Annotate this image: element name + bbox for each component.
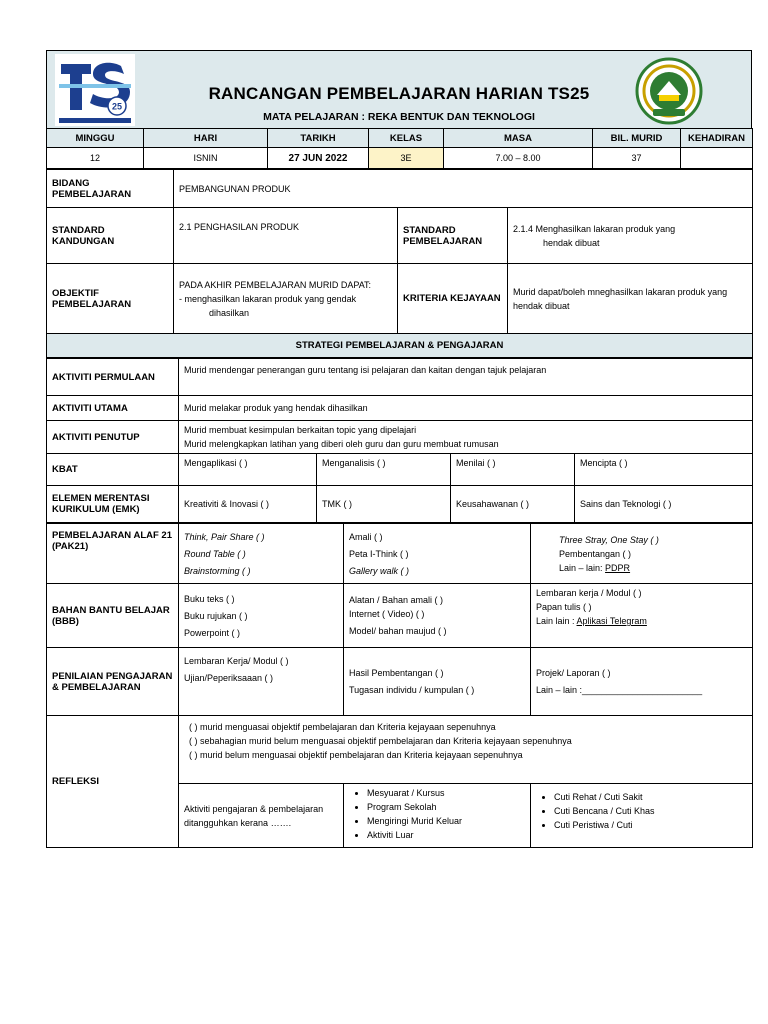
header-tarikh: TARIKH xyxy=(268,129,369,148)
pak21-gallery-walk: Gallery walk ( ) xyxy=(349,565,410,576)
standard-pembelajaran-value xyxy=(508,208,753,264)
aktiviti-permulaan-label: AKTIVITI PERMULAAN xyxy=(47,359,179,396)
value-bil-murid: 37 xyxy=(593,148,681,169)
lesson-plan-sheet xyxy=(46,50,752,848)
refleksi-label: REFLEKSI xyxy=(47,716,179,848)
bbb-papan-tulis: Papan tulis ( ) xyxy=(536,602,592,612)
pak21-pdpr-link[interactable]: PDPR xyxy=(605,562,631,573)
bbb-lain-lain-prefix: Lain lain : xyxy=(536,616,577,626)
standard-pembelajaran-label: STANDARD PEMBELAJARAN xyxy=(398,208,508,264)
refleksi-line-2: ( ) sebahagian murid belum menguasai objektif pembelajaran dan Kriteria kejayaan sepenuhnya xyxy=(189,736,572,746)
pak21-col3 xyxy=(531,524,753,584)
objektif-label: OBJEKTIF PEMBELAJARAN xyxy=(47,264,174,334)
penilaian-hasil-pembentangan: Hasil Pembentangan ( ) xyxy=(349,668,444,678)
aktiviti-penutup-value xyxy=(179,421,753,454)
refleksi-bullets-1 xyxy=(344,784,531,848)
bbb-row xyxy=(47,584,753,648)
pak21-pembentangan: Pembentangan ( ) xyxy=(559,548,632,559)
bbb-col1 xyxy=(179,584,344,648)
header-kehadiran: KEHADIRAN xyxy=(681,129,753,148)
aktiviti-utama-label: AKTIVITI UTAMA xyxy=(47,396,179,421)
kbat-label: KBAT xyxy=(47,454,179,486)
aktiviti-penutup-label: AKTIVITI PENUTUP xyxy=(47,421,179,454)
aktiviti-permulaan-row xyxy=(47,359,753,396)
bidang-row xyxy=(47,170,753,208)
refleksi-lines xyxy=(179,716,753,784)
penilaian-lembaran-kerja: Lembaran Kerja/ Modul ( ) xyxy=(184,656,289,666)
penilaian-col3 xyxy=(531,648,753,716)
penilaian-col2 xyxy=(344,648,531,716)
value-hari: ISNIN xyxy=(144,148,268,169)
pak21-three-stray: Three Stray, One Stay ( ) xyxy=(559,534,659,545)
kriteria-label: KRITERIA KEJAYAAN xyxy=(398,264,508,334)
value-kelas: 3E xyxy=(369,148,444,169)
emk-keusahawanan: Keusahawanan ( ) xyxy=(451,486,575,523)
bullet-mesyuarat: • Mesyuarat / Kursus xyxy=(367,786,525,800)
bullet-aktiviti-luar: • Aktiviti Luar xyxy=(367,828,525,842)
refleksi-line-1: ( ) murid menguasai objektif pembelajaran dan Kriteria kejayaan sepenuhnya xyxy=(189,722,496,732)
objective-table xyxy=(46,169,753,358)
kbat-menganalisis: Menganalisis ( ) xyxy=(317,454,451,486)
bullet-cuti-bencana: • Cuti Bencana / Cuti Khas xyxy=(554,804,747,818)
pak21-col2 xyxy=(344,524,531,584)
standard-pembelajaran-line2: hendak dibuat xyxy=(543,237,600,248)
bbb-col3 xyxy=(531,584,753,648)
value-masa: 7.00 – 8.00 xyxy=(444,148,593,169)
aktiviti-penutup-row xyxy=(47,421,753,454)
standard-kandungan-value: 2.1 PENGHASILAN PRODUK xyxy=(174,208,398,264)
header-kelas: KELAS xyxy=(369,129,444,148)
penilaian-label: PENILAIAN PENGAJARAN & PEMBELAJARAN xyxy=(47,648,179,716)
bbb-model: Model/ bahan maujud ( ) xyxy=(349,626,447,636)
emk-label: ELEMEN MERENTASI KURIKULUM (EMK) xyxy=(47,486,179,523)
aktiviti-penutup-line2: Murid melengkapkan latihan yang diberi oleh guru dan guru membuat rumusan xyxy=(184,439,499,449)
aktiviti-utama-value: Murid melakar produk yang hendak dihasilkan xyxy=(179,396,753,421)
penilaian-col1 xyxy=(179,648,344,716)
pak21-col1 xyxy=(179,524,344,584)
objektif-value xyxy=(174,264,398,334)
standard-row xyxy=(47,208,753,264)
header-minggu: MINGGU xyxy=(47,129,144,148)
pak21-lain-lain xyxy=(559,561,747,575)
aktiviti-permulaan-value: Murid mendengar penerangan guru tentang isi pelajaran dan kaitan dengan tajuk pelajaran xyxy=(179,359,753,396)
bbb-lembaran-kerja: Lembaran kerja / Modul ( ) xyxy=(536,588,642,598)
header-bil-murid: BIL. MURID xyxy=(593,129,681,148)
penilaian-lain-lain: Lain – lain :________________________ xyxy=(536,685,703,695)
objektif-line1: PADA AKHIR PEMBELAJARAN MURID DAPAT: xyxy=(179,279,372,290)
pak21-label: PEMBELAJARAN ALAF 21 (PAK21) xyxy=(47,524,179,584)
emk-tmk: TMK ( ) xyxy=(317,486,451,523)
strategi-heading: STRATEGI PEMBELAJARAN & PENGAJARAN xyxy=(47,334,753,358)
header-hari: HARI xyxy=(144,129,268,148)
bullet-cuti-rehat: • Cuti Rehat / Cuti Sakit xyxy=(554,790,747,804)
bidang-value: PEMBANGUNAN PRODUK xyxy=(174,170,753,208)
bbb-telegram-link[interactable]: Aplikasi Telegram xyxy=(576,616,647,626)
refleksi-lines-row xyxy=(47,716,753,784)
document-title: RANCANGAN PEMBELAJARAN HARIAN TS25 xyxy=(208,84,590,103)
activity-table xyxy=(46,358,753,523)
bbb-lain-lain xyxy=(536,614,747,628)
penilaian-row xyxy=(47,648,753,716)
kbat-mencipta: Mencipta ( ) xyxy=(575,454,753,486)
standard-kandungan-label: STANDARD KANDUNGAN xyxy=(47,208,174,264)
emk-sains: Sains dan Teknologi ( ) xyxy=(575,486,753,523)
aktiviti-utama-row xyxy=(47,396,753,421)
bbb-buku-teks: Buku teks ( ) xyxy=(184,593,235,604)
objektif-line3: dihasilkan xyxy=(209,307,250,318)
bullet-cuti-peristiwa: • Cuti Peristiwa / Cuti xyxy=(554,818,747,832)
refleksi-ditangguh: Aktiviti pengajaran & pembelajaran ditangguhkan kerana ……. xyxy=(179,784,344,848)
subject-subtitle: MATA PELAJARAN : REKA BENTUK DAN TEKNOLOGI xyxy=(263,111,535,123)
penilaian-ujian: Ujian/Peperiksaaan ( ) xyxy=(184,673,274,683)
bbb-buku-rujukan: Buku rujukan ( ) xyxy=(184,610,248,621)
pak21-amali: Amali ( ) xyxy=(349,531,383,542)
document-header xyxy=(46,50,752,128)
objektif-line2: - menghasilkan lakaran produk yang gendak xyxy=(179,293,357,304)
resources-table xyxy=(46,523,753,848)
value-kehadiran xyxy=(681,148,753,169)
bbb-internet: Internet ( Video) ( ) xyxy=(349,609,425,619)
header-masa: MASA xyxy=(444,129,593,148)
bullet-mengiringi-murid: • Mengiringi Murid Keluar xyxy=(367,814,525,828)
info-header-row xyxy=(47,129,753,148)
penilaian-tugasan: Tugasan individu / kumpulan ( ) xyxy=(349,685,475,695)
bbb-powerpoint: Powerpoint ( ) xyxy=(184,627,241,638)
svg-text:25: 25 xyxy=(111,101,123,112)
refleksi-bullets-2 xyxy=(531,784,753,848)
penilaian-projek: Projek/ Laporan ( ) xyxy=(536,668,611,678)
emk-kreativiti: Kreativiti & Inovasi ( ) xyxy=(179,486,317,523)
kbat-menilai: Menilai ( ) xyxy=(451,454,575,486)
bbb-label: BAHAN BANTU BELAJAR (BBB) xyxy=(47,584,179,648)
pak21-lain-lain-prefix: Lain – lain: xyxy=(559,562,606,573)
info-table xyxy=(46,128,753,169)
bullet-program-sekolah: • Program Sekolah xyxy=(367,800,525,814)
objektif-row xyxy=(47,264,753,334)
bidang-label: BIDANG PEMBELAJARAN xyxy=(47,170,174,208)
pak21-round-table: Round Table ( ) xyxy=(184,548,246,559)
pak21-think-pair-share: Think, Pair Share ( ) xyxy=(184,531,265,542)
pak21-row xyxy=(47,524,753,584)
standard-pembelajaran-line1: 2.1.4 Menghasilkan lakaran produk yang xyxy=(513,223,676,234)
kriteria-value: Murid dapat/boleh mneghasilkan lakaran produk yang hendak dibuat xyxy=(508,264,753,334)
kbat-row xyxy=(47,454,753,486)
value-minggu: 12 xyxy=(47,148,144,169)
refleksi-line-3: ( ) murid belum menguasai objektif pembelajaran dan Kriteria kejayaan sepenuhnya xyxy=(189,750,523,760)
aktiviti-penutup-line1: Murid membuat kesimpulan berkaitan topic yang dipelajari xyxy=(184,425,417,435)
value-tarikh: 27 JUN 2022 xyxy=(268,148,369,169)
kbat-mengaplikasi: Mengaplikasi ( ) xyxy=(179,454,317,486)
emk-row xyxy=(47,486,753,523)
bbb-col2 xyxy=(344,584,531,648)
bbb-alatan: Alatan / Bahan amali ( ) xyxy=(349,595,444,605)
strategi-heading-row xyxy=(47,334,753,358)
pak21-peta-ithink: Peta I-Think ( ) xyxy=(349,548,409,559)
pak21-brainstorming: Brainstorming ( ) xyxy=(184,565,251,576)
info-values-row xyxy=(47,148,753,169)
